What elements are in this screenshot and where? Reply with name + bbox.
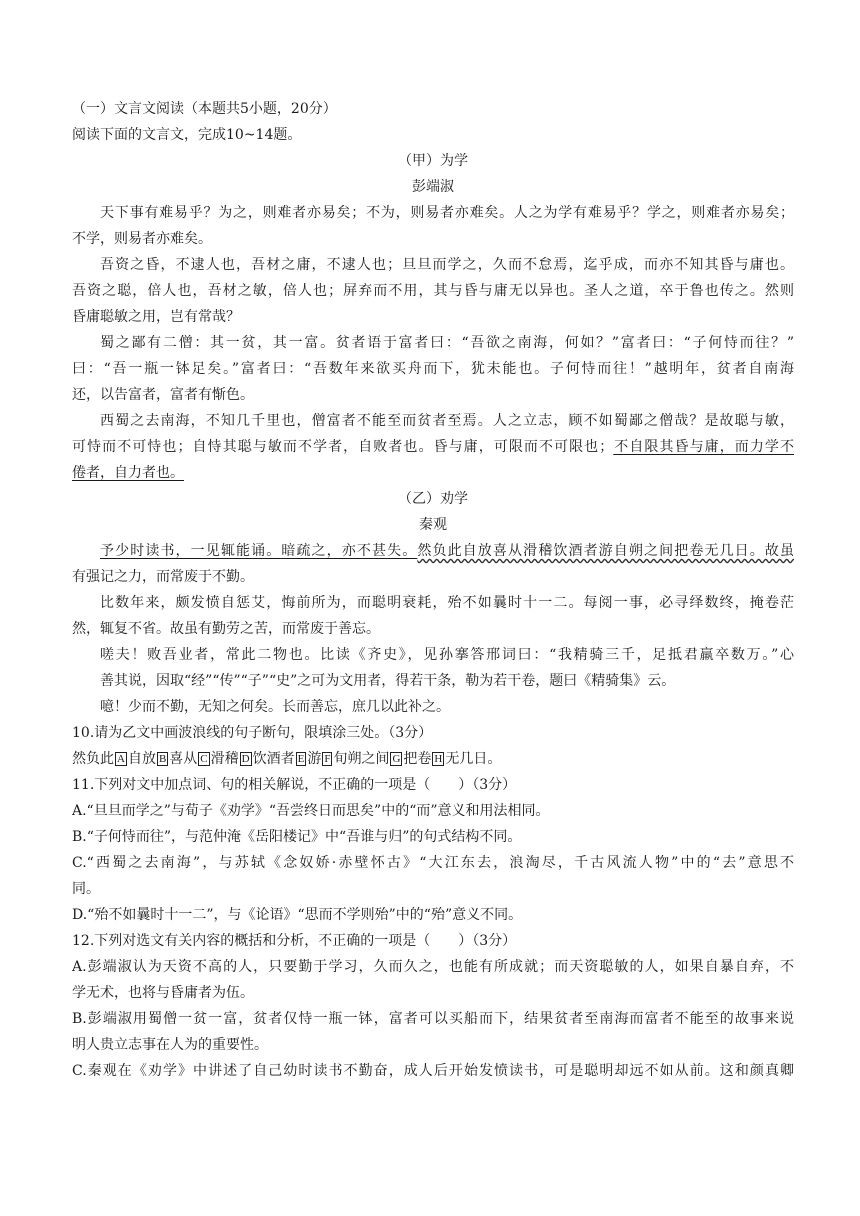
underlined-sentence: 予少时读书，一见辄能诵。暗疏之，亦不甚失。	[100, 543, 418, 559]
text-b-line: 噫！少而不勤，无知之何矣。长而善忘，庶几以此补之。	[100, 699, 450, 715]
text-a-line	[72, 434, 794, 460]
text-b-title: （乙）劝学	[398, 491, 468, 507]
q10-option-box[interactable]: B	[158, 753, 167, 765]
underlined-sentence: 倦者，自力者也。	[72, 465, 184, 481]
text-b-line: 有强记之力，而常废于不勤。	[72, 569, 254, 585]
q10-option-box[interactable]: E	[297, 753, 305, 765]
q11-stem: 11.下列对文中加点词、句的相关解说，不正确的一项是（ ）（3分）	[72, 777, 517, 793]
text-a-line: 不学，则易者亦难矣。	[72, 231, 212, 247]
text-a-line: 蜀之鄙有二僧：其一贫，其一富。贫者语于富者曰：“吾欲之南海，何如？”富者曰：“子何恃而往？”	[100, 335, 794, 351]
text-b-line	[72, 538, 794, 564]
text-b-author: 秦观	[419, 517, 447, 533]
q12-option: 明人贵立志事在人为的重要性。	[72, 1037, 268, 1053]
text-a-line-part: 可恃而不可恃也；自恃其聪与敏而不学者，自败者也。昏与庸，可限而不可限也；	[72, 439, 614, 455]
q10-text: 游	[307, 751, 322, 767]
q10-option-box[interactable]: F	[324, 753, 331, 765]
text-a-line: 曰：“吾一瓶一钵足矣。”富者曰：“吾数年来欲买舟而下，犹未能也。子何恃而往！”越明年，贫者自南海	[72, 361, 794, 377]
text-a-line: 吾资之聪，倍人也，吾材之敏，倍人也；屏弃而不用，其与昏与庸无以异也。圣人之道，卒于鲁也传之。然则	[72, 283, 794, 299]
q10-text: 喜从	[169, 751, 198, 767]
text-a-line: 天下事有难易乎？为之，则难者亦易矣；不为，则易者亦难矣。人之为学有难易乎？学之，则难者亦易矣；	[100, 205, 794, 221]
q11-option: B.“子何恃而往”，与范仲淹《岳阳楼记》中“吾谁与归”的句式结构不同。	[72, 829, 522, 845]
text-a-line: 吾资之昏，不逮人也，吾材之庸，不逮人也；旦旦而学之，久而不怠焉，迄乎成，而亦不知其昏与庸也。	[100, 257, 794, 273]
text-a-line: 还，以告富者，富者有惭色。	[72, 387, 254, 403]
q12-stem: 12.下列对选文有关内容的概括和分析，不正确的一项是（ ）（3分）	[72, 933, 517, 949]
instruction: 阅读下面的文言文，完成10~14题。	[72, 127, 302, 143]
underlined-sentence: 不自限其昏与庸，而力学不	[613, 439, 794, 455]
q12-option: A.彭端淑认为天资不高的人，只要勤于学习，久而久之，也能有所成就；而天资聪敏的人，如果自暴自弃，不	[72, 959, 794, 975]
q11-option: 同。	[72, 881, 100, 897]
q10-text: 把卷	[403, 751, 432, 767]
section-title: （一）文言文阅读（本题共5小题，20分）	[72, 101, 337, 117]
q12-option: 学无术，也将与昏庸者为伍。	[72, 985, 254, 1001]
q10-option-box[interactable]: A	[117, 753, 125, 765]
text-b-line: 善其说，因取“经”“传”“子”“史”之可为文用者，得若干条，勒为若干卷，题曰《精骑集》云。	[100, 673, 676, 689]
q11-option: D.“殆不如曩时十一二”，与《论语》“思而不学则殆”中的“殆”意义不同。	[72, 907, 523, 923]
q10-text: 滑稽	[210, 751, 239, 767]
text-a-line	[72, 460, 794, 486]
text-b-line: 比数年来，颇发愤自惩艾，悔前所为，而聪明衰耗，殆不如曩时十一二。每阅一事，必寻绎数终，掩卷茫	[100, 595, 794, 611]
q11-option: C.“西蜀之去南海”，与苏轼《念奴娇·赤壁怀古》“大江东去，浪淘尽，千古风流人物”中的“去”意思不	[72, 855, 794, 871]
q10-option-box[interactable]: D	[241, 753, 250, 765]
q10-text: 然负此	[72, 751, 114, 767]
q10-text: 饮酒者	[252, 751, 295, 767]
q10-text: 自放	[127, 751, 156, 767]
q10-option-box[interactable]: G	[392, 753, 401, 765]
text-b-line: 然，辄复不省。故虽有勤劳之苦，而常废于善忘。	[72, 621, 380, 637]
q10-text: 无几日。	[445, 751, 502, 767]
q10-stem: 10.请为乙文中画波浪线的句子断句，限填涂三处。（3分）	[72, 725, 433, 741]
q12-option: B.彭端淑用蜀僧一贫一富，贫者仅恃一瓶一钵，富者可以买船而下，结果贫者至南海而富者不能至的故事来说	[72, 1011, 794, 1027]
text-a-line: 西蜀之去南海，不知几千里也，僧富者不能至而贫者至焉。人之立志，顾不如蜀鄙之僧哉？是故聪与敏，	[100, 413, 794, 429]
text-a-title: （甲）为学	[398, 153, 468, 169]
q10-option-box[interactable]: H	[434, 753, 443, 765]
q11-option: A.“旦旦而学之”与荀子《劝学》“吾尝终日而思矣”中的“而”意义和用法相同。	[72, 803, 550, 819]
q10-text: 旬朔之间	[333, 751, 390, 767]
text-a-line: 昏庸聪敏之用，岂有常哉？	[72, 309, 240, 325]
text-a-author: 彭端淑	[412, 179, 454, 195]
wavy-sentence: 然负此自放喜从滑稽饮酒者游自朔之间把卷无几日。故虽	[417, 543, 794, 559]
q10-option-box[interactable]: C	[200, 753, 208, 765]
q10-segmentation	[72, 746, 794, 772]
q12-option: C.秦观在《劝学》中讲述了自己幼时读书不勤奋，成人后开始发愤读书，可是聪明却远不如从前。这和颜真卿	[72, 1063, 794, 1079]
exam-page	[72, 96, 794, 1084]
text-b-line: 嗟夫！败吾业者，常此二物也。比读《齐史》，见孙搴答邢词曰：“我精骑三千，足抵君羸卒数万。”心	[100, 647, 794, 663]
